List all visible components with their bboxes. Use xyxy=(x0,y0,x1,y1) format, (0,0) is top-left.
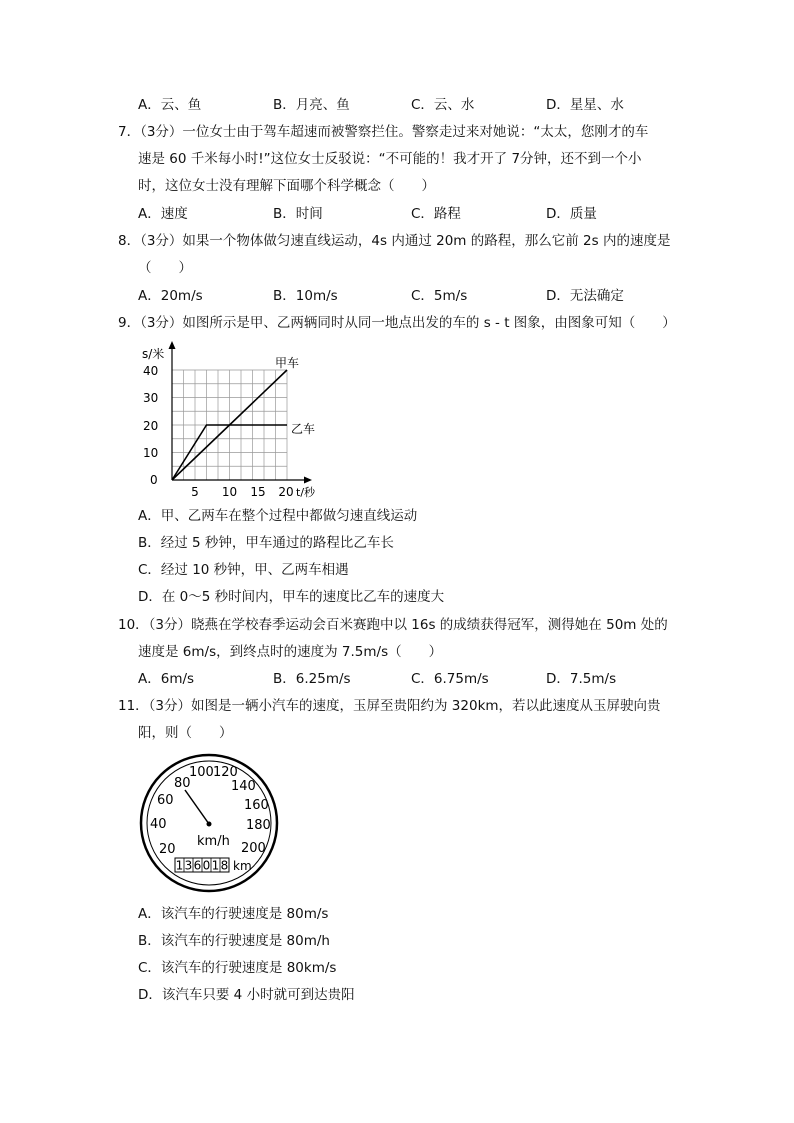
odometer-digit: 6 xyxy=(193,858,202,873)
q9-option-a: A．甲、乙两车在整个过程中都做匀速直线运动 xyxy=(138,508,418,524)
dial-label: 80 xyxy=(174,776,191,791)
y-tick-label: 20 xyxy=(143,419,159,433)
q8-option-b: B．10m/s xyxy=(273,288,338,304)
odometer-unit: km xyxy=(233,859,252,873)
q9-option-b: B．经过 5 秒钟，甲车通过的路程比乙车长 xyxy=(138,535,394,551)
dial-label: 40 xyxy=(150,817,167,832)
q9-option-d: D．在 0～5 秒时间内，甲车的速度比乙车的速度大 xyxy=(138,589,445,605)
dial-label: 100 xyxy=(189,765,214,780)
q8-option-c: C．5m/s xyxy=(411,288,468,304)
q7-stem-line-2: 速是 60 千米每小时!”这位女士反驳说：“不可能的！我才开了 7分钟，还不到一个小 xyxy=(138,151,642,167)
q7-option-a: A．速度 xyxy=(138,206,188,222)
q6-option-a: A．云、鱼 xyxy=(138,97,202,113)
speedometer xyxy=(139,752,279,894)
x-axis-arrow xyxy=(304,477,312,484)
speed-unit-label: km/h xyxy=(197,834,230,849)
q11-stem-line-2: 阳，则（ ） xyxy=(138,725,233,741)
dial-label: 140 xyxy=(231,779,256,794)
q11-option-d: D．该汽车只要 4 小时就可到达贵阳 xyxy=(138,987,355,1003)
q11-option-c: C．该汽车的行驶速度是 80km/s xyxy=(138,960,337,976)
y-tick-label: 0 xyxy=(150,473,158,487)
dial-label: 160 xyxy=(244,798,269,813)
odometer-digit: 8 xyxy=(220,858,229,873)
q10-option-d: D．7.5m/s xyxy=(546,671,617,687)
q8-option-a: A．20m/s xyxy=(138,288,203,304)
odometer-digit: 1 xyxy=(211,858,220,873)
odometer-digit: 3 xyxy=(184,858,193,873)
q9-option-c: C．经过 10 秒钟，甲、乙两车相遇 xyxy=(138,562,349,578)
q7-stem-line-3: 时，这位女士没有理解下面哪个科学概念（ ） xyxy=(138,178,435,194)
q9-stem-line-1: 9．（3分）如图所示是甲、乙两辆同时从同一地点出发的车的 s - t 图象，由图象可知（ ） xyxy=(118,315,676,331)
st-graph xyxy=(138,340,328,502)
q11-stem-line-1: 11．（3分）如图是一辆小汽车的速度，玉屏至贵阳约为 320km，若以此速度从玉屏驶向贵 xyxy=(118,698,661,714)
q8-stem-line-1: 8．（3分）如果一个物体做匀速直线运动，4s 内通过 20m 的路程，那么它前 2s 内的速度是 xyxy=(118,233,671,249)
x-tick-label: 10 xyxy=(221,485,238,499)
y-tick-label: 10 xyxy=(143,446,159,460)
q8-option-d: D．无法确定 xyxy=(546,288,624,304)
q6-option-c: C．云、水 xyxy=(411,97,475,113)
dial-label: 60 xyxy=(157,793,174,808)
odometer-digit: 0 xyxy=(202,858,211,873)
q7-option-d: D．质量 xyxy=(546,206,597,222)
dial-label: 120 xyxy=(213,765,238,780)
series-yi-label: 乙车 xyxy=(291,422,316,436)
q10-option-b: B．6.25m/s xyxy=(273,671,351,687)
dial-label: 20 xyxy=(159,842,176,857)
q8-stem-line-2: （ ） xyxy=(138,260,192,276)
odometer-digit: 1 xyxy=(175,858,184,873)
q10-option-c: C．6.75m/s xyxy=(411,671,489,687)
q6-option-d: D．星星、水 xyxy=(546,97,624,113)
q10-stem-line-1: 10．（3分）晓燕在学校春季运动会百米赛跑中以 16s 的成绩获得冠军，测得她在 50m 处的 xyxy=(118,617,668,633)
y-tick-label: 40 xyxy=(143,364,159,378)
x-tick-label: 15 xyxy=(250,485,266,499)
q10-stem-line-2: 速度是 6m/s，到终点时的速度为 7.5m/s（ ） xyxy=(138,644,443,660)
q7-stem-line-1: 7．（3分）一位女士由于驾车超速而被警察拦住。警察走过来对她说：“太太，您刚才的车 xyxy=(118,124,649,140)
dial-label: 180 xyxy=(246,818,271,833)
q7-option-b: B．时间 xyxy=(273,206,323,222)
y-axis-arrow xyxy=(169,341,176,349)
speedometer-pivot xyxy=(207,822,212,827)
q11-option-b: B．该汽车的行驶速度是 80m/h xyxy=(138,933,330,949)
dial-label: 200 xyxy=(241,841,266,856)
q10-option-a: A．6m/s xyxy=(138,671,195,687)
x-tick-label: 20 xyxy=(278,485,294,499)
x-tick-label: 5 xyxy=(191,485,199,499)
series-jia-label: 甲车 xyxy=(275,356,300,370)
y-tick-label: 30 xyxy=(143,391,159,405)
q7-option-c: C．路程 xyxy=(411,206,461,222)
y-axis-label: s/米 xyxy=(142,347,165,361)
odometer xyxy=(175,858,252,873)
x-axis-label: t/秒 xyxy=(296,486,316,499)
q11-option-a: A．该汽车的行驶速度是 80m/s xyxy=(138,906,329,922)
q6-option-b: B．月亮、鱼 xyxy=(273,97,350,113)
